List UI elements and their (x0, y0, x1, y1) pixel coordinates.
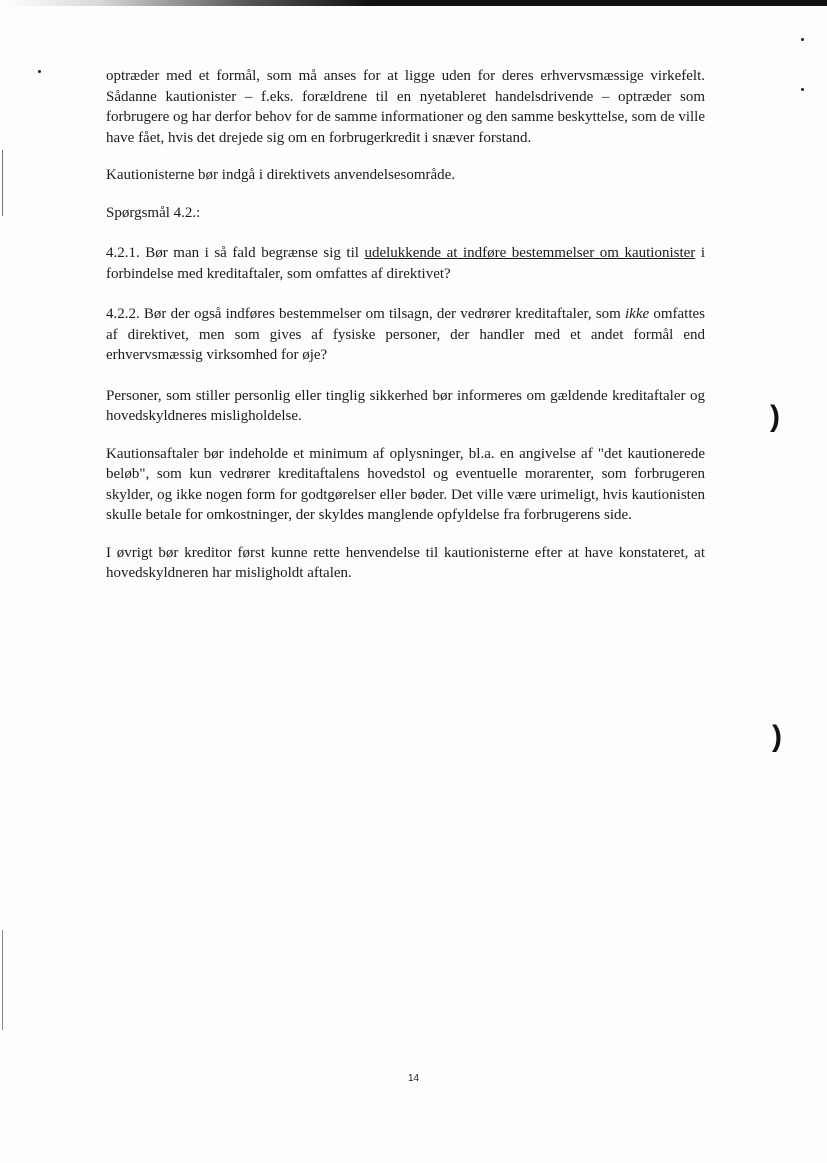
question-text: 4.2.2. Bør der også indføres bestemmelser om tilsagn, der vedrører kreditaftaler, som (106, 306, 626, 322)
scan-left-edge-mark (2, 150, 3, 216)
question-4-2-1 (106, 243, 705, 284)
scan-speck (801, 38, 804, 41)
scan-speck (38, 70, 41, 73)
question-text: 4.2.1. Bør man i så fald begrænse sig til (106, 245, 365, 261)
scan-left-edge-mark (2, 930, 3, 1030)
question-heading: Spørgsmål 4.2.: (106, 204, 201, 221)
question-text: i forbindelse med kreditaftaler, som omfattes af direktivet? (106, 245, 705, 282)
document-body (106, 66, 705, 601)
page-number: 14 (407, 1073, 420, 1084)
answer-paragraph: I øvrigt bør kreditor først kunne rette henvendelse til kautionisterne efter at have konstateret, at hovedskyldneren har misligholdt aftalen. (106, 544, 705, 581)
scan-top-edge (0, 0, 827, 6)
underlined-text: udelukkende at indføre bestemmelser om kautionister (364, 245, 696, 261)
punch-hole-mark: ) (772, 720, 782, 753)
answer-paragraph: Kautionsaftaler bør indeholde et minimum af oplysninger, bl.a. en angivelse af "det kautionerede beløb", som kun vedrører kreditaftalens hovedstol og eventuelle morarenter, som forbrugeren skylder, og ikke nogen form for godtgørelser eller bøder. Det ville være urimeligt, hvis kautionisten skulle betale for omkostninger, der skyldes manglende opfyldelse fra forbrugerens side. (106, 445, 705, 523)
scan-speck (801, 88, 804, 91)
punch-hole-mark: ) (770, 400, 780, 433)
paragraph: Kautionisterne bør indgå i direktivets anvendelsesområde. (106, 167, 456, 183)
answer-paragraph: Personer, som stiller personlig eller tinglig sikkerhed bør informeres om gældende kreditaftaler og hovedskyldneres misligholdelse. (106, 387, 705, 424)
question-text: omfattes af direktivet, men som gives af fysiske personer, der handler med et andet formål end erhvervsmæssig virksomhed for øje? (106, 306, 705, 363)
question-4-2-2 (106, 304, 705, 366)
italic-text: ikke (625, 306, 650, 322)
paragraph: optræder med et formål, som må anses for at ligge uden for deres erhvervsmæssige virkefelt. Sådanne kautionister – f.eks. forældrene til en nyetableret handelsdrivende – optræder som forbrugere og har derfor behov for de samme informationer og den samme beskyttelse, som de ville have fået, hvis det drejede sig om en forbrugerkredit i snæver forstand. (106, 68, 705, 146)
